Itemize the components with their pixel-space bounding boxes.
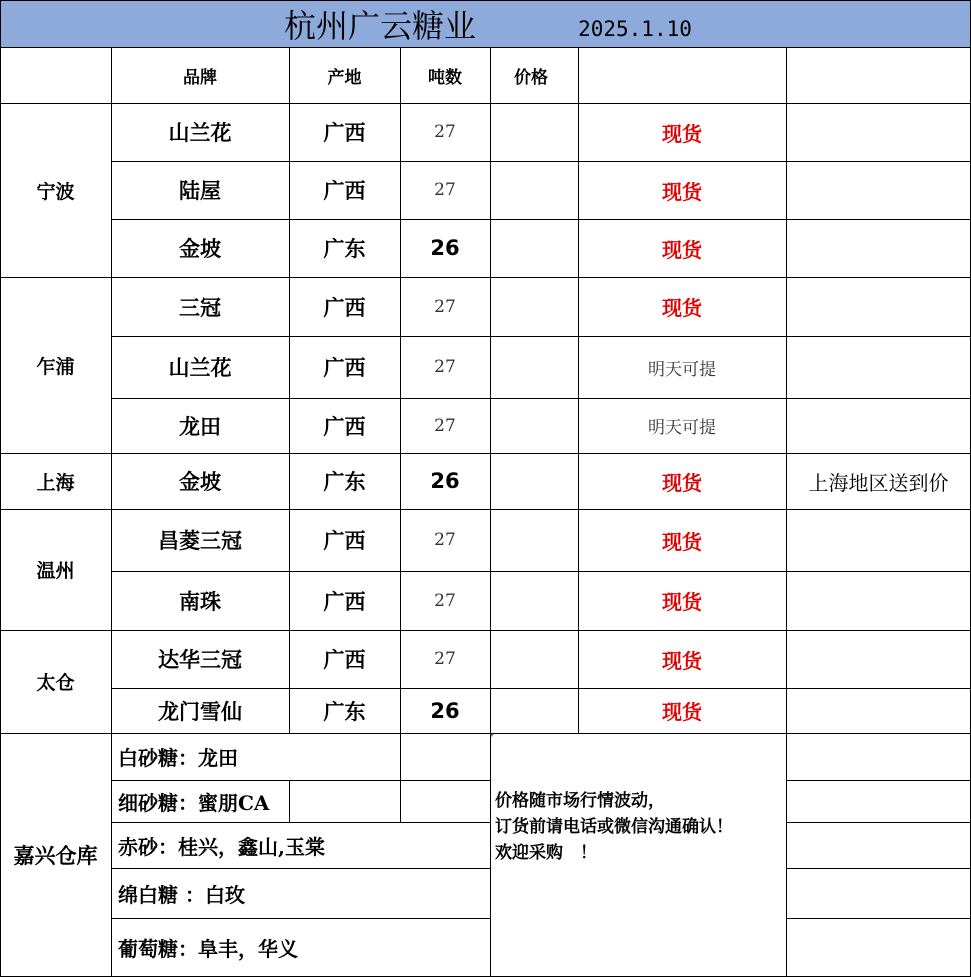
tons-cell: 26	[430, 469, 460, 493]
grid-line	[111, 219, 971, 220]
origin-cell: 广西	[323, 647, 366, 672]
grid-line	[111, 868, 491, 869]
origin-cell: 广东	[323, 698, 366, 724]
tons-cell: 27	[434, 649, 456, 669]
grid-line	[0, 277, 971, 278]
column-header-origin: 产地	[327, 67, 362, 88]
status-cell: 明天可提	[648, 359, 716, 380]
tons-cell: 27	[434, 122, 456, 142]
tons-cell: 27	[434, 357, 456, 377]
grid-line	[0, 47, 971, 48]
warehouse-item: 赤砂：桂兴，鑫山,玉棠	[118, 834, 325, 859]
grid-line	[0, 0, 1, 977]
grid-line	[0, 630, 971, 631]
grid-line	[111, 47, 112, 977]
warehouse-item: 绵白糖 ：白玫	[118, 882, 245, 907]
location-zhapu: 乍浦	[36, 355, 75, 378]
origin-cell: 广西	[323, 528, 366, 553]
grid-line	[111, 161, 971, 162]
tons-cell: 27	[434, 530, 456, 550]
status-cell: 现货	[662, 237, 702, 262]
column-header-brand: 品牌	[183, 67, 217, 88]
status-cell: 现货	[662, 700, 702, 724]
brand-cell: 达华三冠	[158, 647, 242, 672]
status-cell: 现货	[662, 121, 702, 146]
location-ningbo: 宁波	[36, 180, 75, 203]
grid-line	[111, 822, 491, 823]
grid-line	[786, 47, 787, 977]
grid-line	[289, 47, 290, 734]
grid-line	[578, 47, 579, 734]
brand-cell: 南珠	[179, 588, 221, 614]
brand-cell: 山兰花	[168, 120, 232, 145]
grid-line	[0, 0, 971, 1]
status-cell: 明天可提	[648, 418, 716, 438]
grid-line	[0, 509, 971, 510]
origin-cell: 广西	[323, 413, 366, 439]
origin-cell: 广东	[323, 236, 366, 261]
status-cell: 现货	[662, 470, 702, 495]
status-cell: 现货	[662, 296, 702, 320]
tons-cell: 27	[434, 180, 456, 200]
price-notice	[495, 788, 733, 866]
warehouse-name: 嘉兴仓库	[13, 843, 98, 868]
location-shanghai: 上海	[36, 471, 75, 494]
origin-cell: 广西	[323, 355, 366, 380]
warehouse-item: 细砂糖：蜜朋CA	[118, 790, 270, 815]
grid-line	[111, 571, 971, 572]
note-cell: 上海地区送到价	[808, 470, 949, 495]
grid-line	[111, 780, 491, 781]
warehouse-item: 葡萄糖：阜丰，华义	[118, 937, 298, 961]
brand-cell: 金坡	[179, 236, 221, 261]
notice-line: 价格随市场行情波动，	[495, 791, 665, 811]
grid-line	[111, 918, 491, 919]
grid-line	[111, 336, 971, 337]
brand-cell: 三冠	[179, 294, 221, 320]
grid-line	[786, 868, 971, 869]
brand-cell: 陆屋	[179, 178, 221, 203]
origin-cell: 广西	[323, 294, 366, 320]
tons-cell: 27	[434, 296, 456, 317]
grid-line	[0, 733, 971, 734]
brand-cell: 金坡	[179, 469, 221, 494]
notice-line: 欢迎采购 ！	[495, 843, 597, 863]
tons-cell: 27	[434, 415, 456, 436]
brand-cell: 龙田	[179, 413, 221, 439]
location-taicang: 太仓	[36, 672, 75, 694]
status-cell: 现货	[662, 179, 702, 204]
origin-cell: 广西	[323, 178, 366, 203]
origin-cell: 广西	[323, 120, 366, 145]
brand-cell: 昌菱三冠	[158, 528, 242, 553]
grid-line	[0, 103, 971, 104]
grid-line	[111, 688, 971, 689]
company-title: 杭州广云糖业	[283, 6, 476, 45]
sheet-date: 2025.1.10	[578, 16, 692, 41]
origin-cell: 广东	[323, 469, 366, 494]
grid-line	[0, 453, 971, 454]
status-cell: 现货	[662, 529, 702, 554]
location-wenzhou: 温州	[36, 560, 75, 582]
grid-line	[786, 918, 971, 919]
origin-cell: 广西	[323, 588, 366, 614]
column-header-tons: 吨数	[428, 67, 462, 88]
tons-cell: 26	[430, 698, 460, 723]
status-cell: 现货	[662, 648, 702, 673]
status-cell: 现货	[662, 590, 702, 614]
tons-cell: 26	[430, 236, 460, 260]
column-header-price: 价格	[514, 67, 548, 88]
brand-cell: 龙门雪仙	[158, 698, 242, 724]
tons-cell: 27	[434, 590, 456, 611]
grid-line	[111, 398, 971, 399]
warehouse-item: 白砂糖：龙田	[118, 746, 238, 770]
grid-line	[786, 822, 971, 823]
notice-line: 订货前请电话或微信沟通确认！	[495, 817, 733, 837]
grid-line	[490, 47, 491, 977]
grid-line	[786, 780, 971, 781]
grid-line	[400, 47, 401, 823]
brand-cell: 山兰花	[168, 355, 232, 380]
grid-line	[289, 780, 290, 823]
